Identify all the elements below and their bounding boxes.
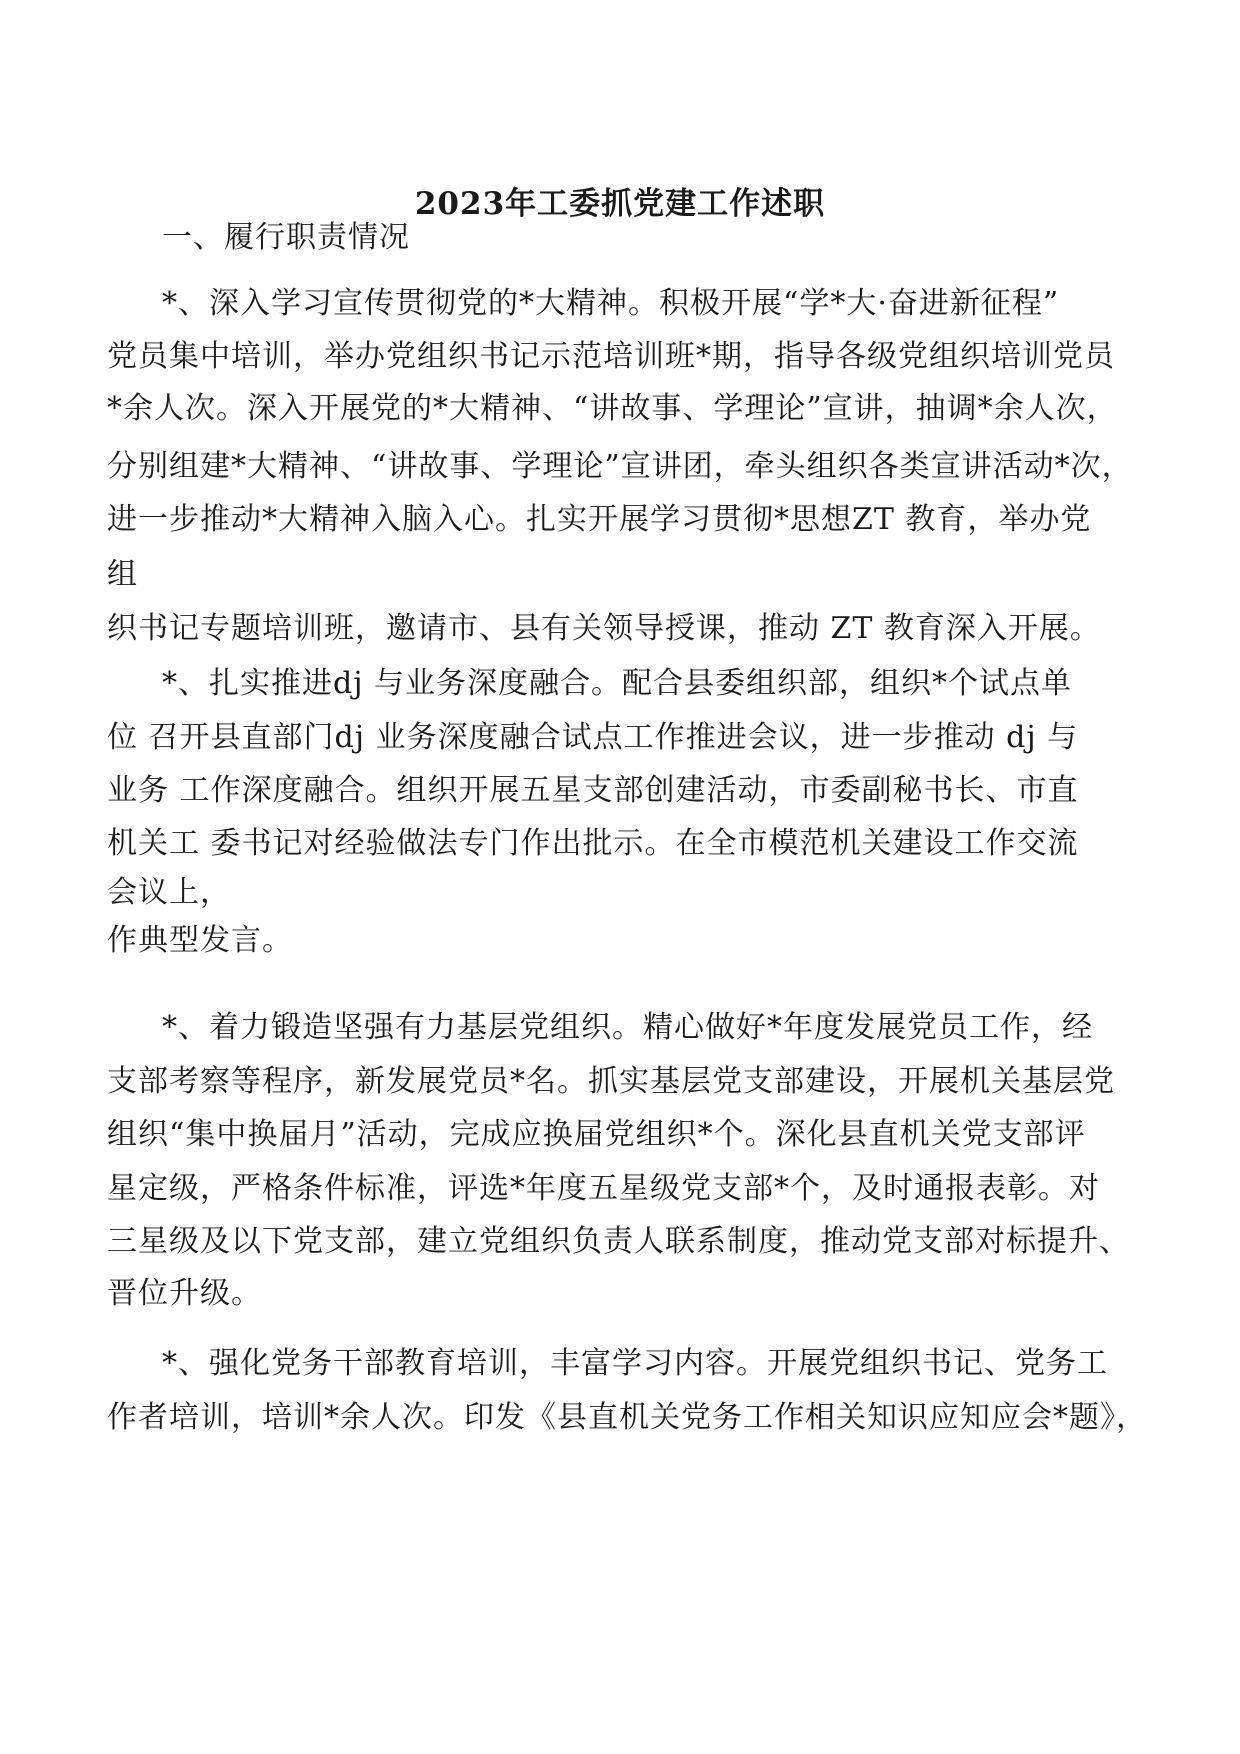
paragraph-line: 分别组建*大精神、“讲故事、学理论”宣讲团，牵头组织各类宣讲活动*次，	[107, 449, 1133, 484]
paragraph-line: *、扎实推进dj 与业务深度融合。配合县委组织部，组织*个试点单	[162, 666, 1073, 701]
paragraph-line: 会议上，	[107, 875, 231, 910]
paragraph-line: 组	[107, 557, 138, 592]
paragraph-line: *、深入学习宣传贯彻党的*大精神。积极开展“学*大·奋进新征程”	[162, 286, 1060, 321]
paragraph-line: 晋位升级。	[107, 1276, 262, 1311]
paragraph-line: 组织“集中换届月”活动，完成应换届党组织*个。深化县直机关党支部评	[107, 1117, 1086, 1152]
paragraph-line: 进一步推动*大精神入脑入心。扎实开展学习贯彻*思想ZT 教育，举办党	[107, 502, 1092, 537]
paragraph-line: 织书记专题培训班，邀请市、县有关领导授课，推动 ZT 教育深入开展。	[107, 611, 1101, 646]
section-heading: 一、履行职责情况	[162, 220, 410, 255]
paragraph-line: 业务 工作深度融合。组织开展五星支部创建活动，市委副秘书长、市直	[107, 773, 1079, 808]
paragraph-line: *余人次。深入开展党的*大精神、“讲故事、学理论”宣讲，抽调*余人次，	[107, 391, 1118, 426]
paragraph-line: *、着力锻造坚强有力基层党组织。精心做好*年度发展党员工作，经	[162, 1010, 1093, 1045]
paragraph-line: 位 召开县直部门dj 业务深度融合试点工作推进会议，进一步推动 dj 与	[107, 720, 1079, 755]
paragraph-line: *、强化党务干部教育培训，丰富学习内容。开展党组织书记、党务工	[162, 1346, 1108, 1381]
document-title: 2023年工委抓党建工作述职	[414, 186, 826, 222]
paragraph-line: 党员集中培训，举办党组织书记示范培训班*期，指导各级党组织培训党员	[107, 339, 1115, 374]
paragraph-line: 支部考察等程序，新发展党员*名。抓实基层党支部建设，开展机关基层党	[107, 1064, 1115, 1099]
paragraph-line: 三星级及以下党支部，建立党组织负责人联系制度，推动党支部对标提升、	[107, 1224, 1130, 1259]
paragraph-line: 作典型发言。	[107, 923, 293, 958]
paragraph-line: 星定级，严格条件标准，评选*年度五星级党支部*个，及时通报表彰。对	[107, 1171, 1100, 1206]
paragraph-line: 机关工 委书记对经验做法专门作出批示。在全市模范机关建设工作交流	[107, 826, 1079, 861]
paragraph-line: 作者培训，培训*余人次。印发《县直机关党务工作相关知识应知应会*题》，	[107, 1400, 1147, 1435]
